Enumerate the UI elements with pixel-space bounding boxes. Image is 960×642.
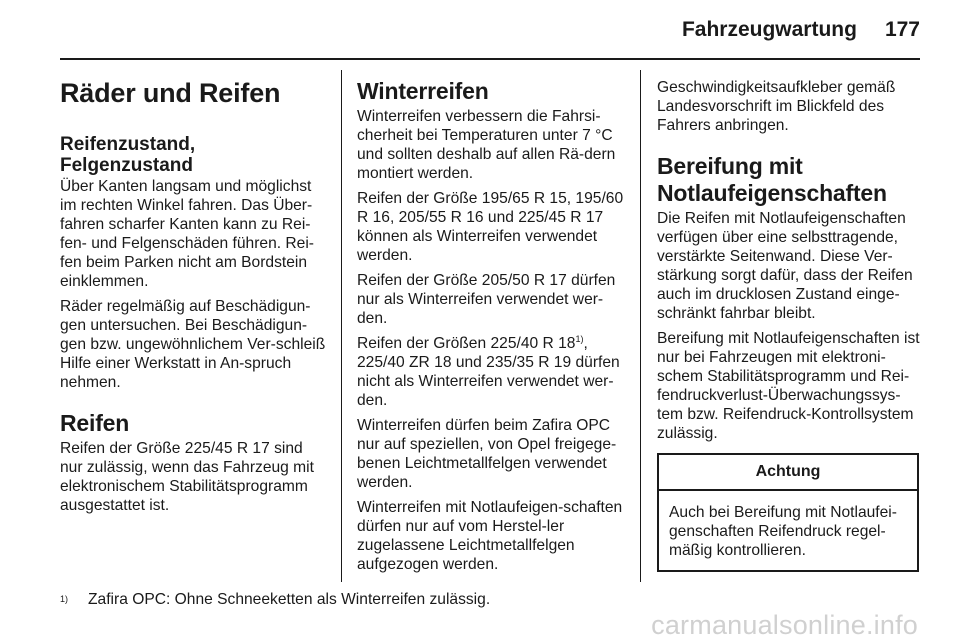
- paragraph: Die Reifen mit Notlaufeigenschaften verfügen über eine selbsttragende, verstärkte Seitenwand. Diese Ver-stärkung sorgt dafür, dass der Reifen auch im drucklosen Zustand einge-schränkt fahrbar bleibt.: [657, 210, 913, 322]
- paragraph: Reifen der Größe 195/65 R 15, 195/60 R 16, 205/55 R 16 und 225/45 R 17 können als Winterreifen verwendet werden.: [357, 190, 624, 264]
- paragraph: Räder regelmäßig auf Beschädigun-gen untersuchen. Bei Beschädigun-gen bzw. ungewöhnlichem Ver-schleiß Hilfe einer Werkstatt in An-spruch nehmen.: [60, 298, 326, 391]
- paragraph: Bereifung mit Notlaufeigenschaften ist nur bei Fahrzeugen mit elektroni-schem Stabilitätsprogramm und Rei-fendruckverlust-Überwachungssys-tem bzw. Reifendruck-Kontrollsystem zulässig.: [657, 330, 920, 442]
- paragraph: Winterreifen mit Notlaufeigen-schaften dürfen nur auf vom Herstel-ler zugelassene Leichtmetallfelgen aufgezogen werden.: [357, 499, 623, 573]
- warning-title: Achtung: [659, 455, 917, 491]
- paragraph: Über Kanten langsam und möglichst im rechten Winkel fahren. Das Über-fahren scharfer Kanten kann zu Rei-fen- und Felgenschäden führen. Rei-fen beim Parken nicht am Bordstein einklemmen.: [60, 178, 314, 290]
- warning-text: Auch bei Bereifung mit Notlaufei-genschaften Reifendruck regel-mäßig kontrollieren.: [669, 504, 897, 559]
- section-heading-runflat: Bereifung mit Notlaufeigenschaften: [657, 153, 887, 206]
- chapter-title: Räder und Reifen: [60, 78, 281, 108]
- text: Reifen der Größen 225/40 R 18: [357, 335, 576, 352]
- paragraph: Winterreifen dürfen beim Zafira OPC nur auf speziellen, von Opel freigege-benen Leichtmetallfelgen verwendet werden.: [357, 417, 617, 491]
- column-divider-1: [341, 70, 342, 582]
- section-title: Fahrzeugwartung: [681, 18, 857, 41]
- warning-box: [657, 453, 919, 572]
- page-header: [682, 18, 920, 48]
- paragraph: Reifen der Größe 205/50 R 17 dürfen nur als Winterreifen verwendet wer-den.: [357, 272, 616, 327]
- footnote-text: Zafira OPC: Ohne Schneeketten als Winterreifen zulässig.: [88, 591, 491, 608]
- section-heading-tyres: Reifen: [60, 410, 130, 436]
- page-number: 177: [884, 18, 920, 41]
- column-2: [357, 78, 625, 580]
- column-3: [657, 78, 923, 572]
- paragraph: Geschwindigkeitsaufkleber gemäß Landesvorschrift im Blickfeld des Fahrers anbringen.: [657, 79, 896, 134]
- section-heading-winter: Winterreifen: [357, 78, 489, 104]
- header-divider: [60, 58, 920, 60]
- section-heading-condition: Reifenzustand, Felgenzustand: [60, 134, 196, 176]
- column-1: [60, 78, 328, 521]
- footnote-reference[interactable]: 1): [575, 334, 584, 344]
- text: , 225/40 ZR 18 und 235/35 R 19 dürfen nicht als Winterreifen verwendet wer-den.: [357, 335, 620, 409]
- paragraph: Winterreifen verbessern die Fahrsi-cherheit bei Temperaturen unter 7 °C und sollten deshalb auf allen Rä-dern montiert werden.: [357, 108, 616, 182]
- footnote: [60, 590, 490, 609]
- watermark: carmanualsonline.info: [651, 610, 918, 640]
- paragraph: [357, 334, 625, 410]
- paragraph: Reifen der Größe 225/45 R 17 sind nur zulässig, wenn das Fahrzeug mit elektronischem Stabilitätsprogramm ausgestattet ist.: [60, 440, 314, 514]
- footnote-mark: 1): [60, 594, 69, 604]
- column-divider-2: [640, 70, 641, 582]
